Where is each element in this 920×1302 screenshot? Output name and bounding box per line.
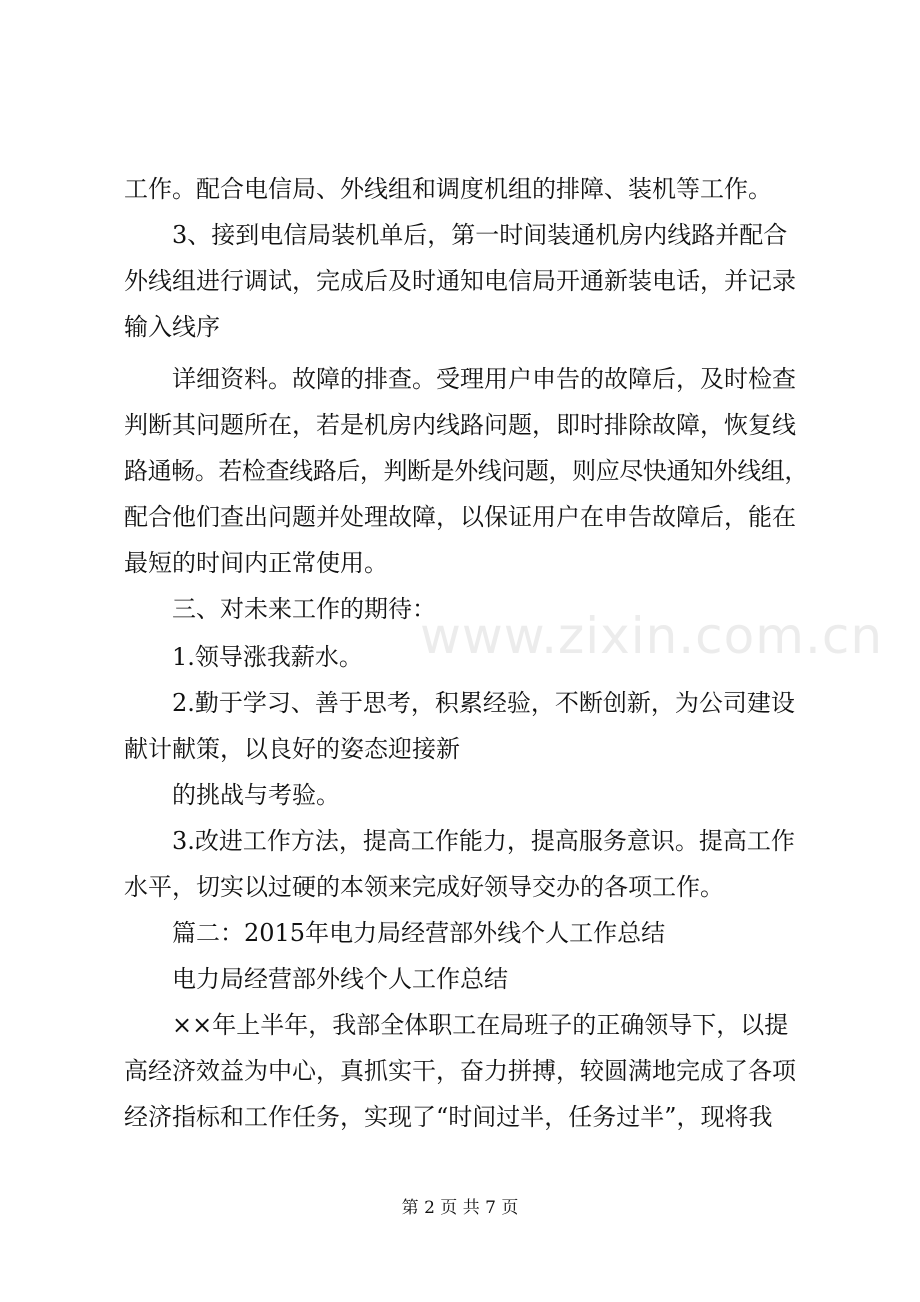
- list-item: 3.改进工作方法，提高工作能力，提高服务意识。提高工作: [172, 827, 795, 855]
- list-item: 2.勤于学习、善于思考，积累经验，不断创新，为公司建设: [172, 689, 795, 717]
- text-line: 外线组进行调试，完成后及时通知电信局开通新装电话，并记录: [124, 267, 796, 295]
- text-line: ××年上半年，我部全体职工在局班子的正确领导下，以提: [172, 1011, 789, 1039]
- text-line: 经济指标和工作任务，实现了“时间过半，任务过半”，现将我: [124, 1103, 773, 1131]
- article-title: 篇二：2015年电力局经营部外线个人工作总结: [172, 919, 666, 947]
- text-line: 输入线序: [124, 313, 220, 341]
- section-heading: 三、对未来工作的期待：: [172, 595, 436, 623]
- text-line: 详细资料。故障的排查。受理用户申告的故障后，及时检查: [172, 365, 796, 393]
- text-line: 工作。配合电信局、外线组和调度机组的排障、装机等工作。: [124, 175, 772, 203]
- text-line: 路通畅。若检查线路后，判断是外线问题，则应尽快通知外线组，: [124, 457, 808, 485]
- text-line: 最短的时间内正常使用。: [124, 549, 388, 577]
- text-line: 判断其问题所在，若是机房内线路问题，即时排除故障，恢复线: [124, 411, 796, 439]
- article-subtitle: 电力局经营部外线个人工作总结: [172, 965, 508, 993]
- page-footer: 第 2 页 共 7 页: [401, 1198, 519, 1218]
- text-line: 水平，切实以过硬的本领来完成好领导交办的各项工作。: [124, 873, 724, 901]
- text-line: 高经济效益为中心，真抓实干，奋力拼搏，较圆满地完成了各项: [124, 1057, 796, 1085]
- text-line: 配合他们查出问题并处理故障，以保证用户在申告故障后，能在: [124, 503, 796, 531]
- watermark: www.zixin.com.cn: [420, 607, 884, 665]
- text-line: 3、接到电信局装机单后，第一时间装通机房内线路并配合: [172, 221, 788, 249]
- list-item: 1.领导涨我薪水。: [172, 643, 363, 671]
- text-line: 献计献策，以良好的姿态迎接新: [124, 735, 460, 763]
- text-line: 的挑战与考验。: [172, 781, 340, 809]
